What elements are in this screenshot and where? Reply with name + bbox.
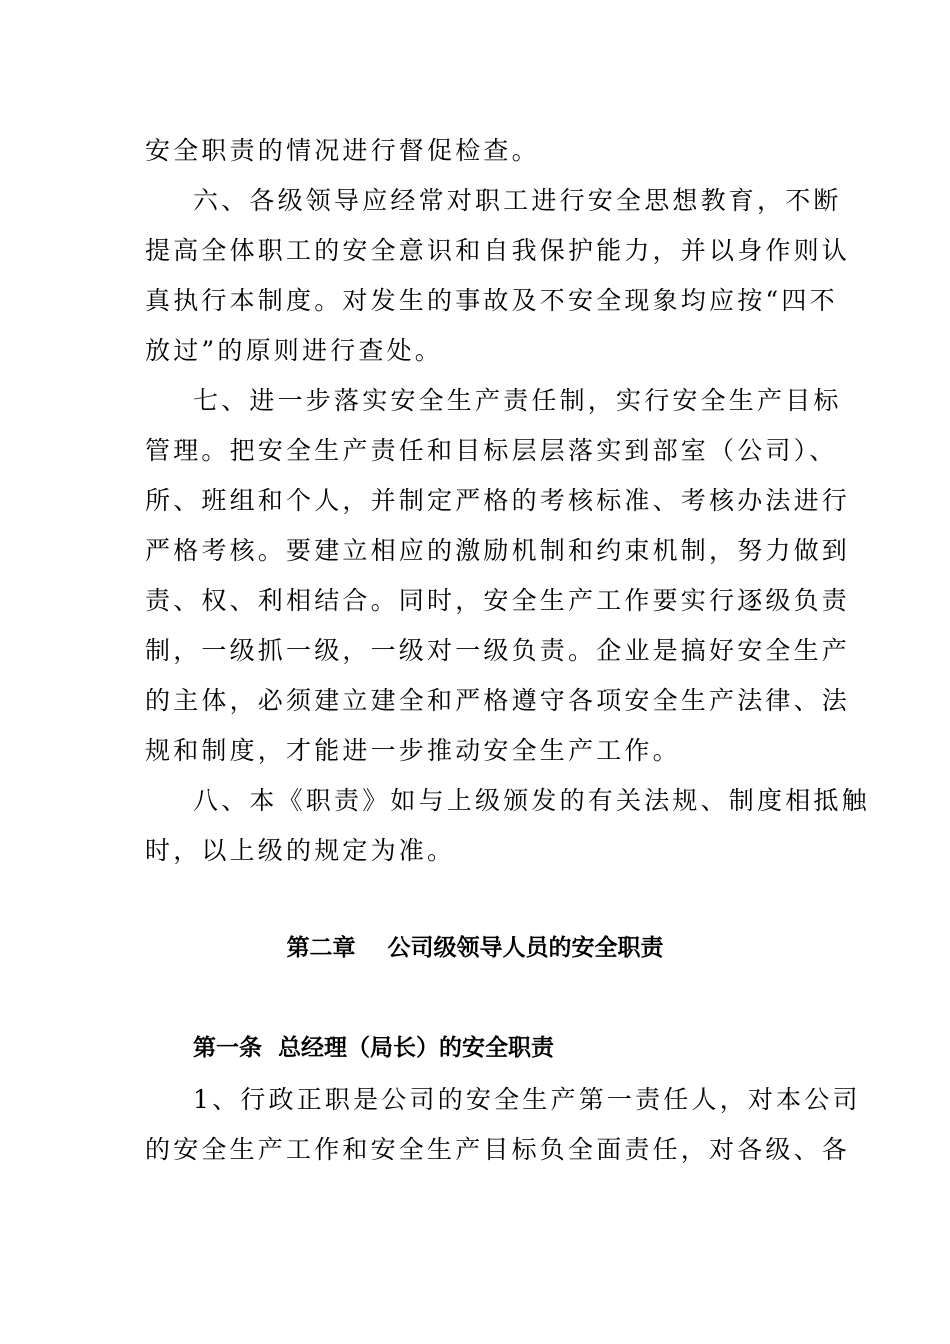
paragraph-line: 七、进一步落实安全生产责任制，实行安全生产目标	[193, 386, 842, 415]
paragraph-line: 安全职责的情况进行督促检查。	[145, 136, 540, 165]
paragraph-line: 规和制度，才能进一步推动安全生产工作。	[145, 736, 681, 765]
paragraph-line: 制，一级抓一级，一级对一级负责。企业是搞好安全生产	[145, 636, 851, 665]
paragraph-line: 的安全生产工作和安全生产目标负全面责任，对各级、各	[145, 1135, 851, 1164]
paragraph-line: 管理。把安全生产责任和目标层层落实到部室（公司）、	[145, 436, 838, 465]
paragraph-line: 真执行本制度。对发生的事故及不安全现象均应按“四不	[145, 286, 838, 315]
paragraph-line: 时，以上级的规定为准。	[145, 836, 456, 865]
paragraph-line: 责、权、利相结合。同时，安全生产工作要实行逐级负责	[145, 586, 851, 615]
paragraph-line: 的主体，必须建立建全和严格遵守各项安全生产法律、法	[145, 686, 851, 715]
paragraph-line: 1、行政正职是公司的安全生产第一责任人，对本公司	[193, 1085, 861, 1114]
paragraph-line: 八、本《职责》如与上级颁发的有关法规、制度相抵触	[193, 786, 870, 815]
paragraph-line: 提高全体职工的安全意识和自我保护能力，并以身作则认	[145, 236, 851, 265]
article-heading: 第一条 总经理（局长）的安全职责	[193, 1035, 555, 1061]
paragraph-line: 严格考核。要建立相应的激励机制和约束机制，努力做到	[145, 536, 851, 565]
paragraph-line: 六、各级领导应经常对职工进行安全思想教育，不断	[193, 186, 842, 215]
paragraph-line: 所、班组和个人，并制定严格的考核标准、考核办法进行	[145, 486, 851, 515]
paragraph-line: 放过”的原则进行查处。	[145, 336, 443, 365]
chapter-heading: 第二章 公司级领导人员的安全职责	[286, 935, 664, 961]
